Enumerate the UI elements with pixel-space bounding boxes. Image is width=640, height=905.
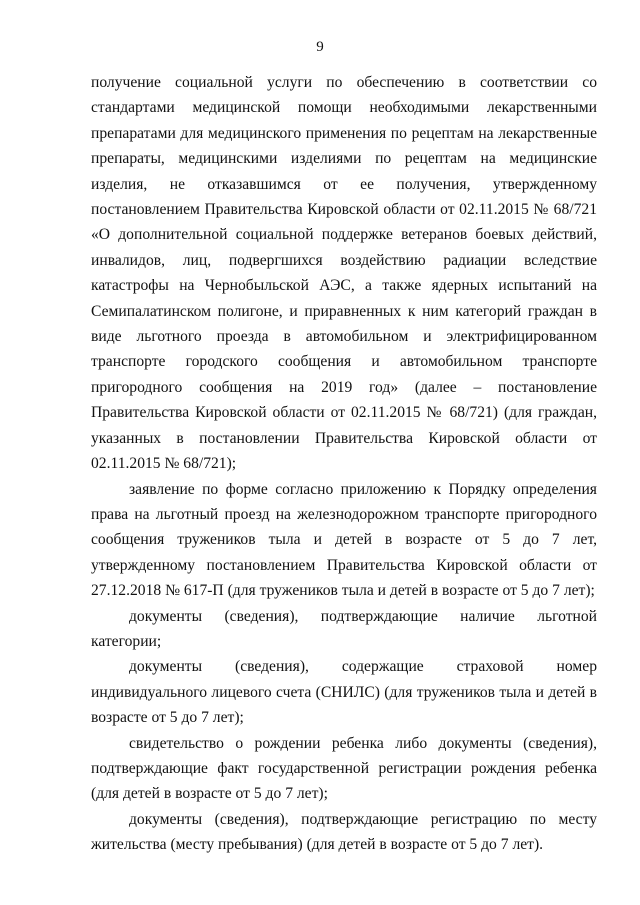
document-body <box>91 70 597 858</box>
paragraph-medical-service: получение социальной услуги по обеспечению в соответствии со стандартами медицинской помощи необходимыми лекарственными препаратами для медицинского применения по рецептам на лекарственные препараты, медицинскими изделиями по рецептам на медицинские изделия, не отказавшимся от ее получения, утвержденному постановлением Правительства Кировской области от 02.11.2015 № 68/721 «О дополнительной социальной поддержке ветеранов боевых действий, инвалидов, лиц, подвергшихся воздействию радиации вследствие катастрофы на Чернобыльской АЭС, а также ядерных испытаний на Семипалатинском полигоне, и приравненных к ним категорий граждан в виде льготного проезда в автомобильном и электрифицированном транспорте городского сообщения и автомобильном транспорте пригородного сообщения на 2019 год» (далее – постановление Правительства Кировской области от 02.11.2015 № 68/721) (для граждан, указанных в постановлении Правительства Кировской области от 02.11.2015 № 68/721); <box>91 74 597 473</box>
paragraph-birth-certificate: свидетельство о рождении ребенка либо документы (сведения), подтверждающие факт государственной регистрации рождения ребенка (для детей в возрасте от 5 до 7 лет); <box>91 734 597 803</box>
page-number: 9 <box>316 39 324 55</box>
paragraph-snils-docs: документы (сведения), содержащие страховой номер индивидуального лицевого счета (СНИЛС) (для тружеников тыла и детей в возрасте от 5 до 7 лет); <box>91 658 597 727</box>
paragraph-application-form: заявление по форме согласно приложению к Порядку определения права на льготный проезд на железнодорожном транспорте пригородного сообщения тружеников тыла и детей в возрасте от 5 до 7 лет, утвержденному постановлением Правительства Кировской области от 27.12.2018 № 617-П (для тружеников тыла и детей в возрасте от 5 до 7 лет); <box>91 480 597 600</box>
paragraph-benefit-category-docs: документы (сведения), подтверждающие наличие льготной категории; <box>91 607 597 650</box>
paragraph-residence-docs: документы (сведения), подтверждающие регистрацию по месту жительства (месту пребывания) (для детей в возрасте от 5 до 7 лет). <box>91 810 597 854</box>
